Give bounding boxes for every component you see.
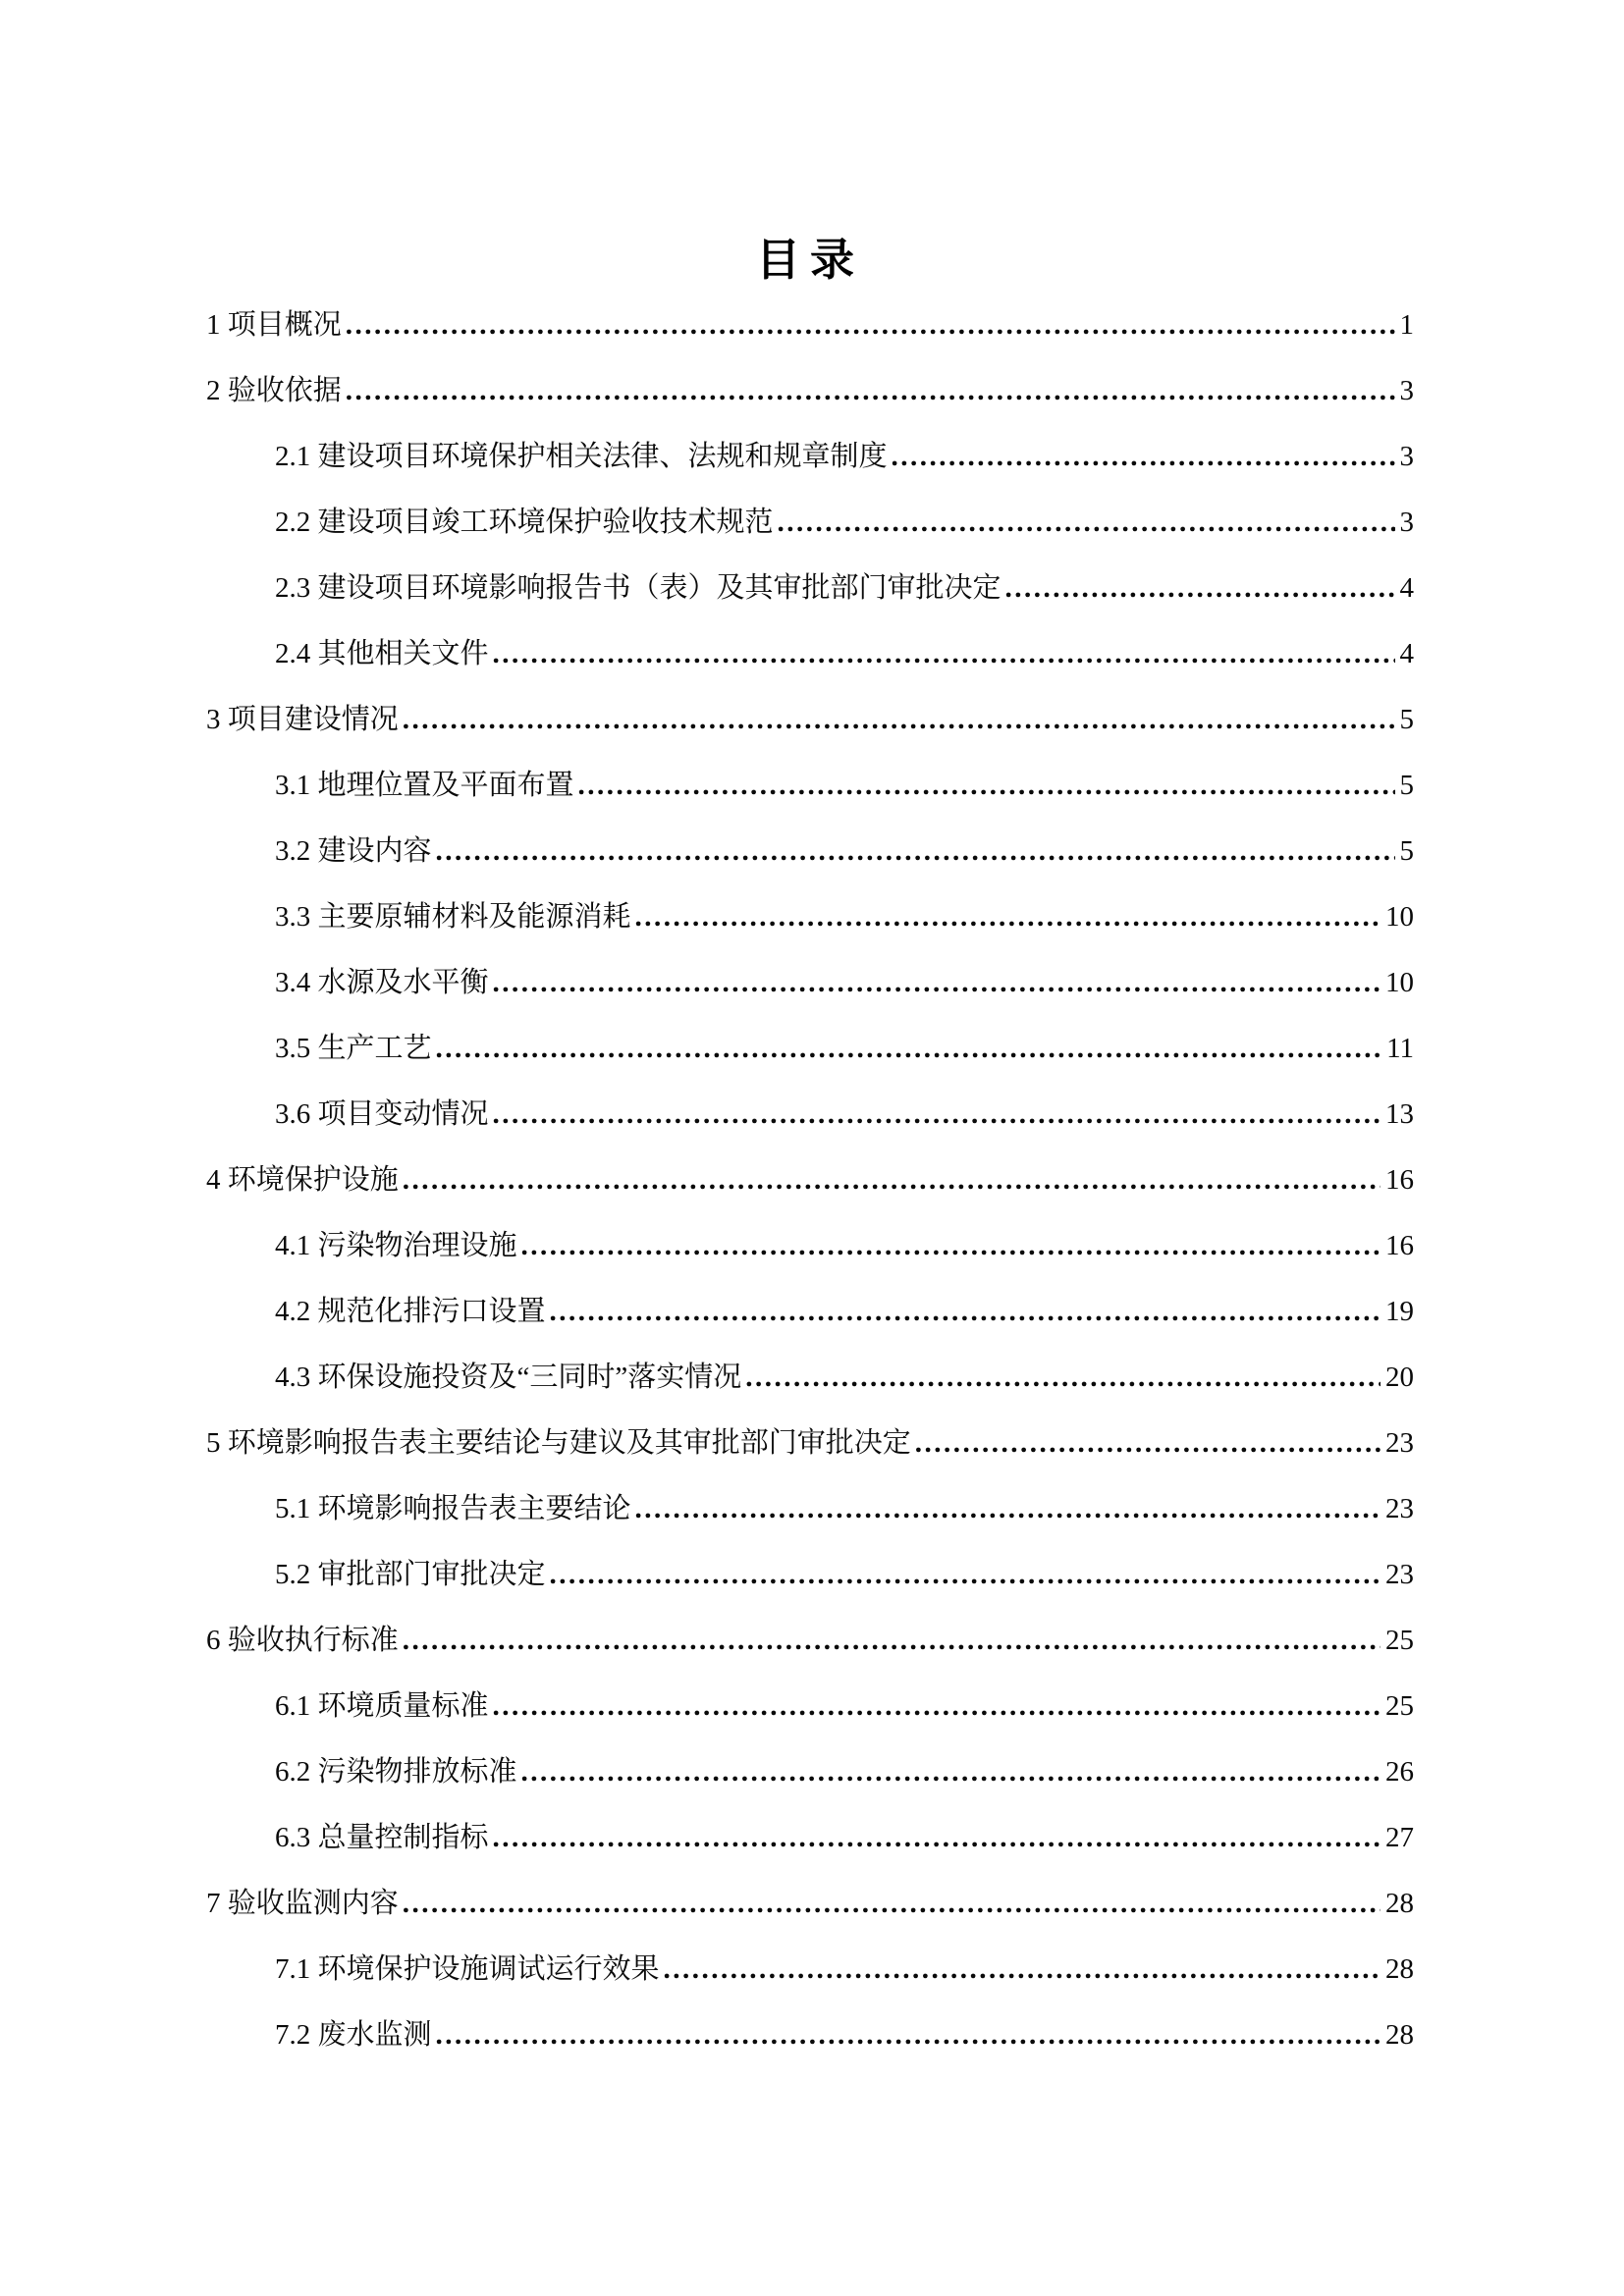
toc-dot-leader xyxy=(346,358,1395,424)
toc-entry xyxy=(206,1805,1414,1871)
toc-entry-label: 3.6 项目变动情况 xyxy=(275,1097,489,1130)
toc-entry-label: 3.3 主要原辅材料及能源消耗 xyxy=(275,900,631,933)
toc-dot-leader xyxy=(436,2002,1380,2068)
toc-entry xyxy=(206,1279,1414,1345)
toc-entry xyxy=(206,950,1414,1016)
toc-dot-leader xyxy=(436,1016,1382,1082)
toc-entry xyxy=(206,819,1414,884)
toc-page-number: 5 xyxy=(1399,834,1414,867)
toc-entry xyxy=(206,621,1414,687)
toc-dot-leader xyxy=(635,1476,1380,1542)
toc-entry-label: 6 验收执行标准 xyxy=(206,1624,399,1656)
toc-dot-leader xyxy=(550,1279,1380,1345)
toc-content xyxy=(206,232,1414,2068)
toc-page-number: 1 xyxy=(1399,308,1414,341)
toc-entry-label: 3.5 生产工艺 xyxy=(275,1032,432,1064)
toc-entry-label: 7.1 环境保护设施调试运行效果 xyxy=(275,1952,660,1985)
toc-page-number: 25 xyxy=(1385,1689,1414,1722)
toc-dot-leader xyxy=(521,1213,1380,1279)
toc-dot-leader xyxy=(915,1411,1380,1476)
toc-entry xyxy=(206,1213,1414,1279)
toc-entry xyxy=(206,2002,1414,2068)
toc-page-number: 13 xyxy=(1385,1097,1414,1130)
toc-dot-leader xyxy=(892,424,1395,490)
toc-entry-label: 5.2 审批部门审批决定 xyxy=(275,1558,546,1590)
toc-entry xyxy=(206,1542,1414,1608)
toc-entry xyxy=(206,1345,1414,1411)
toc-page-number: 3 xyxy=(1399,506,1414,538)
toc-page-number: 20 xyxy=(1385,1361,1414,1393)
toc-page-number: 23 xyxy=(1385,1426,1414,1459)
toc-page-number: 5 xyxy=(1399,769,1414,801)
toc-entry-label: 2.4 其他相关文件 xyxy=(275,637,489,669)
toc-dot-leader xyxy=(403,687,1395,753)
toc-entry-label: 5 环境影响报告表主要结论与建议及其审批部门审批决定 xyxy=(206,1426,911,1459)
toc-entry xyxy=(206,687,1414,753)
toc-entry xyxy=(206,1016,1414,1082)
toc-entry-label: 6.1 环境质量标准 xyxy=(275,1689,489,1722)
toc-entry-label: 7.2 废水监测 xyxy=(275,2018,432,2051)
toc-dot-leader xyxy=(635,884,1380,950)
toc-entry-label: 3 项目建设情况 xyxy=(206,703,399,735)
toc-entry-label: 1 项目概况 xyxy=(206,308,342,341)
toc-dot-leader xyxy=(436,819,1395,884)
toc-page-number: 10 xyxy=(1385,966,1414,998)
toc-dot-leader xyxy=(664,1937,1380,2002)
toc-entry xyxy=(206,753,1414,819)
toc-entry xyxy=(206,1411,1414,1476)
toc-dot-leader xyxy=(403,1871,1380,1937)
toc-dot-leader xyxy=(578,753,1395,819)
toc-page-number: 25 xyxy=(1385,1624,1414,1656)
toc-dot-leader xyxy=(745,1345,1380,1411)
toc-dot-leader xyxy=(403,1148,1380,1213)
toc-entry xyxy=(206,1871,1414,1937)
toc-page-number: 28 xyxy=(1385,1887,1414,1919)
toc-entry-label: 4.2 规范化排污口设置 xyxy=(275,1295,546,1327)
toc-entry xyxy=(206,884,1414,950)
toc-entry xyxy=(206,1674,1414,1739)
toc-page-number: 23 xyxy=(1385,1558,1414,1590)
toc-entry-label: 4 环境保护设施 xyxy=(206,1163,399,1196)
toc-entry-label: 5.1 环境影响报告表主要结论 xyxy=(275,1492,631,1524)
toc-entry xyxy=(206,556,1414,621)
toc-entry xyxy=(206,293,1414,358)
toc-entry-label: 6.2 污染物排放标准 xyxy=(275,1755,517,1788)
toc-page-number: 28 xyxy=(1385,2018,1414,2051)
toc-page-number: 16 xyxy=(1385,1229,1414,1261)
toc-page-number: 3 xyxy=(1399,374,1414,406)
toc-dot-leader xyxy=(493,621,1395,687)
toc-entry xyxy=(206,490,1414,556)
toc-page-number: 26 xyxy=(1385,1755,1414,1788)
toc-page-number: 19 xyxy=(1385,1295,1414,1327)
toc-dot-leader xyxy=(493,1082,1380,1148)
toc-entry-label: 4.1 污染物治理设施 xyxy=(275,1229,517,1261)
toc-entry xyxy=(206,1148,1414,1213)
toc-entry-label: 7 验收监测内容 xyxy=(206,1887,399,1919)
toc-entry xyxy=(206,1739,1414,1805)
toc-entry xyxy=(206,358,1414,424)
toc-entry xyxy=(206,424,1414,490)
toc-entry xyxy=(206,1082,1414,1148)
page-title: 目录 xyxy=(755,236,864,285)
toc-page-number: 23 xyxy=(1385,1492,1414,1524)
toc-dot-leader xyxy=(403,1608,1380,1674)
toc-dot-leader xyxy=(778,490,1395,556)
toc-entry xyxy=(206,1937,1414,2002)
toc-page-number: 4 xyxy=(1399,571,1414,604)
toc-entry-label: 3.4 水源及水平衡 xyxy=(275,966,489,998)
toc-dot-leader xyxy=(550,1542,1380,1608)
toc-entry-label: 6.3 总量控制指标 xyxy=(275,1821,489,1853)
toc-page-number: 3 xyxy=(1399,440,1414,472)
toc-page-number: 16 xyxy=(1385,1163,1414,1196)
toc-entry-label: 2 验收依据 xyxy=(206,374,342,406)
toc-page-number: 28 xyxy=(1385,1952,1414,1985)
toc-dot-leader xyxy=(493,1805,1380,1871)
toc-entry-label: 3.2 建设内容 xyxy=(275,834,432,867)
toc-list xyxy=(206,293,1414,2068)
toc-entry-label: 4.3 环保设施投资及“三同时”落实情况 xyxy=(275,1361,742,1393)
toc-entry xyxy=(206,1608,1414,1674)
toc-dot-leader xyxy=(493,1674,1380,1739)
toc-page-number: 10 xyxy=(1385,900,1414,933)
toc-page-number: 11 xyxy=(1386,1032,1414,1064)
toc-entry-label: 2.2 建设项目竣工环境保护验收技术规范 xyxy=(275,506,774,538)
toc-entry-label: 3.1 地理位置及平面布置 xyxy=(275,769,574,801)
toc-entry xyxy=(206,1476,1414,1542)
toc-page-number: 27 xyxy=(1385,1821,1414,1853)
toc-entry-label: 2.1 建设项目环境保护相关法律、法规和规章制度 xyxy=(275,440,888,472)
toc-entry-label: 2.3 建设项目环境影响报告书（表）及其审批部门审批决定 xyxy=(275,571,1001,604)
toc-dot-leader xyxy=(493,950,1380,1016)
toc-dot-leader xyxy=(1005,556,1395,621)
toc-page-number: 5 xyxy=(1399,703,1414,735)
toc-dot-leader xyxy=(346,293,1395,358)
toc-page-number: 4 xyxy=(1399,637,1414,669)
toc-dot-leader xyxy=(521,1739,1380,1805)
